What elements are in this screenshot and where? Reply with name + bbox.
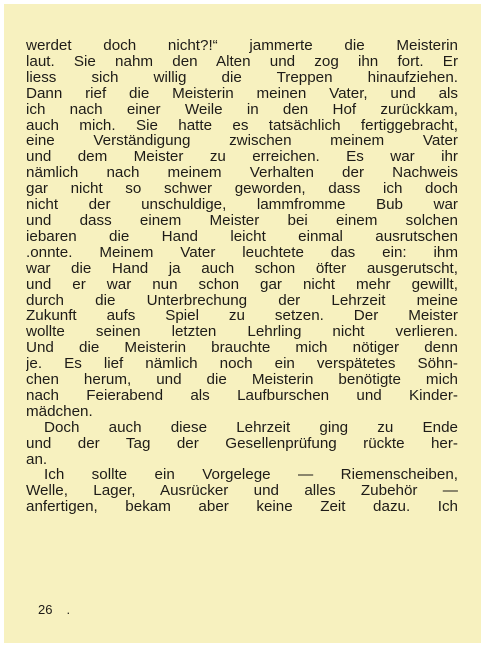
text-line: nicht der unschuldige, lammfromme Bub war (26, 197, 458, 213)
text-line: .onnte. Meinem Vater leuchtete das ein: ihm (26, 244, 458, 261)
text-line: und dass einem Meister bei einem solchen (26, 212, 458, 229)
text-line: und der Tag der Gesellenprüfung rückte her- (26, 435, 458, 452)
text-line: Ich sollte ein Vorgelege — Riemenscheiben, (44, 467, 458, 484)
text-line: und dem Meister zu erreichen. Es war ihr (26, 149, 458, 166)
footer-mark: . (66, 602, 71, 617)
page-footer (38, 602, 70, 617)
text-line: auch mich. Sie hatte es tatsächlich fertiggebracht, (26, 117, 458, 134)
text-line: je. Es lief nämlich noch ein verspätetes Söhn- (26, 356, 458, 373)
text-line: nach Feierabend als Laufburschen und Kinder- (26, 387, 458, 404)
text-line: Welle, Lager, Ausrücker und alles Zubehör — (26, 483, 458, 500)
text-line: chen herum, und die Meisterin benötigte mich (26, 372, 458, 388)
text-line: Dann rief die Meisterin meinen Vater, und als (26, 85, 458, 102)
text-line: liess sich willig die Treppen hinaufziehen. (26, 69, 458, 86)
text-line: Und die Meisterin brauchte mich nötiger denn (26, 340, 458, 357)
text-line: anfertigen, bekam aber keine Zeit dazu. Ich (26, 499, 458, 516)
text-line: mädchen. (26, 403, 93, 420)
text-line: Zukunft aufs Spiel zu setzen. Der Meister (26, 308, 458, 325)
text-line: eine Verständigung zwischen meinem Vater (26, 133, 458, 150)
page-number: 26 (38, 602, 53, 617)
text-line: laut. Sie nahm den Alten und zog ihn fort. Er (26, 53, 458, 70)
book-page (4, 4, 481, 643)
text-line: nämlich nach meinem Verhalten der Nachweis (26, 165, 458, 182)
text-line: wollte seinen letzten Lehrling nicht verlieren. (26, 324, 458, 341)
text-line: Doch auch diese Lehrzeit ging zu Ende (44, 419, 458, 436)
text-line: ich nach einer Weile in den Hof zurückkam, (26, 101, 458, 118)
text-line: werdet doch nicht?!“ jammerte die Meisterin (26, 38, 458, 54)
text-line: und er war nun schon gar nicht mehr gewillt, (26, 276, 458, 293)
text-line: iebaren die Hand leicht einmal ausrutschen (26, 228, 458, 245)
text-line: war die Hand ja auch schon öfter ausgerutscht, (26, 260, 458, 277)
body-text (26, 38, 458, 515)
text-line: durch die Unterbrechung der Lehrzeit meine (26, 292, 458, 309)
text-line: gar nicht so schwer geworden, dass ich doch (26, 181, 458, 198)
text-line: an. (26, 451, 48, 468)
